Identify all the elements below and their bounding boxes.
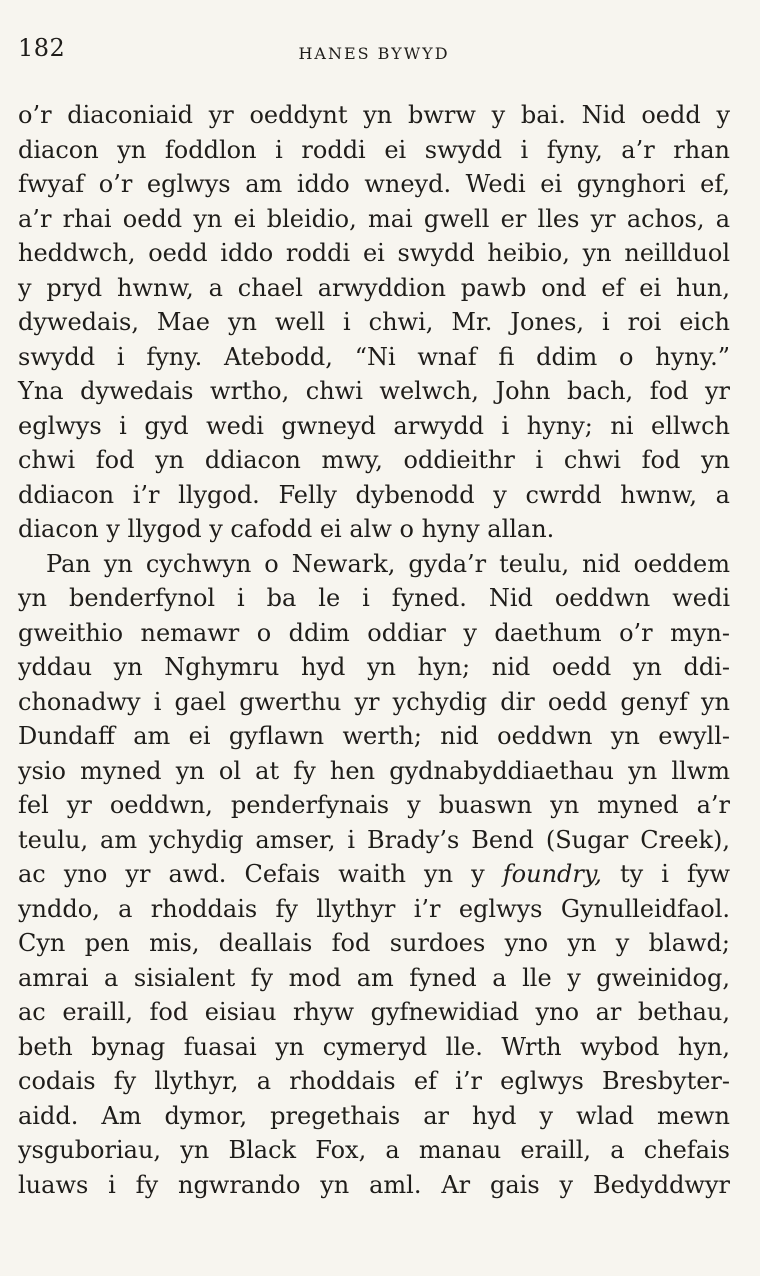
- text-line: swydd i fyny. Atebodd, “Ni wnaf fi ddim o hyny.”: [18, 342, 730, 371]
- text-line: luaws i fy ngwrando yn aml. Ar gais y Bedyddwyr: [18, 1170, 730, 1199]
- text-line: Cyn pen mis, deallais fod surdoes yno yn y blawd;: [18, 929, 730, 957]
- text-line: ynddo, a rhoddais fy llythyr i’r eglwys Gynulleidfaol.: [18, 894, 730, 923]
- text-line: heddwch, oedd iddo roddi ei swydd heibio, yn neillduol: [18, 239, 730, 267]
- text-line: yn benderfynol i ba le i fyned. Nid oeddwn wedi: [18, 584, 730, 612]
- text-segment: ac yno yr awd. Cefais waith yn y: [18, 860, 503, 888]
- text-line: ac eraill, fod eisiau rhyw gyfnewidiad yno ar bethau,: [18, 998, 730, 1026]
- text-line: codais fy llythyr, a rhoddais ef i’r eglwys Bresbyter-: [18, 1067, 730, 1095]
- text-line: fel yr oeddwn, penderfynais y buaswn yn myned a’r: [18, 791, 730, 819]
- text-line: diacon y llygod y cafodd ei alw o hyny allan.: [18, 515, 555, 543]
- text-line: o’r diaconiaid yr oeddynt yn bwrw y bai. Nid oedd y: [18, 101, 730, 129]
- text-line: eglwys i gyd wedi gwneyd arwydd i hyny; ni ellwch: [18, 411, 730, 440]
- text-segment: ty i fyw: [601, 860, 731, 888]
- body-text: [18, 98, 730, 1202]
- text-line: chonadwy i gael gwerthu yr ychydig dir oedd genyf yn: [18, 687, 730, 716]
- text-line: yddau yn Nghymru hyd yn hyn; nid oedd yn ddi-: [18, 653, 730, 681]
- page-number: 182: [18, 34, 66, 62]
- text-line: ysguboriau, yn Black Fox, a manau eraill, a chefais: [18, 1136, 730, 1164]
- text-line: chwi fod yn ddiacon mwy, oddieithr i chwi fod yn: [18, 446, 730, 474]
- text-line: aidd. Am dymor, pregethais ar hyd y wlad mewn: [18, 1101, 730, 1130]
- italic-word: foundry,: [502, 860, 602, 888]
- text-line: Dundaff am ei gyflawn werth; nid oeddwn yn ewyll-: [18, 722, 730, 750]
- text-line: Yna dywedais wrtho, chwi welwch, John bach, fod yr: [18, 377, 730, 405]
- text-line: dywedais, Mae yn well i chwi, Mr. Jones, i roi eich: [18, 308, 730, 336]
- text-line: beth bynag fuasai yn cymeryd lle. Wrth wybod hyn,: [18, 1032, 730, 1061]
- text-line: teulu, am ychydig amser, i Brady’s Bend (Sugar Creek),: [18, 825, 730, 854]
- text-line: diacon yn foddlon i roddi ei swydd i fyny, a’r rhan: [18, 135, 730, 164]
- text-line: gweithio nemawr o ddim oddiar y daethum o’r myn-: [18, 618, 730, 647]
- text-line: ysio myned yn ol at fy hen gydnabyddiaethau yn llwm: [18, 756, 730, 785]
- text-line: ddiacon i’r llygod. Felly dybenodd y cwrdd hwnw, a: [18, 480, 730, 509]
- text-line: y pryd hwnw, a chael arwyddion pawb ond ef ei hun,: [18, 273, 730, 302]
- running-title: HANES BYWYD: [298, 44, 450, 63]
- paragraph-2: [18, 547, 730, 1203]
- page-header: [18, 34, 730, 74]
- text-line: fwyaf o’r eglwys am iddo wneyd. Wedi ei gynghori ef,: [18, 170, 730, 198]
- text-line: a’r rhai oedd yn ei bleidio, mai gwell er lles yr achos, a: [18, 204, 730, 233]
- text-line: Pan yn cychwyn o Newark, gyda’r teulu, nid oeddem: [46, 549, 730, 578]
- text-line: amrai a sisialent fy mod am fyned a lle y gweinidog,: [18, 963, 730, 992]
- text-line: [18, 857, 730, 892]
- paragraph-1: [18, 98, 730, 547]
